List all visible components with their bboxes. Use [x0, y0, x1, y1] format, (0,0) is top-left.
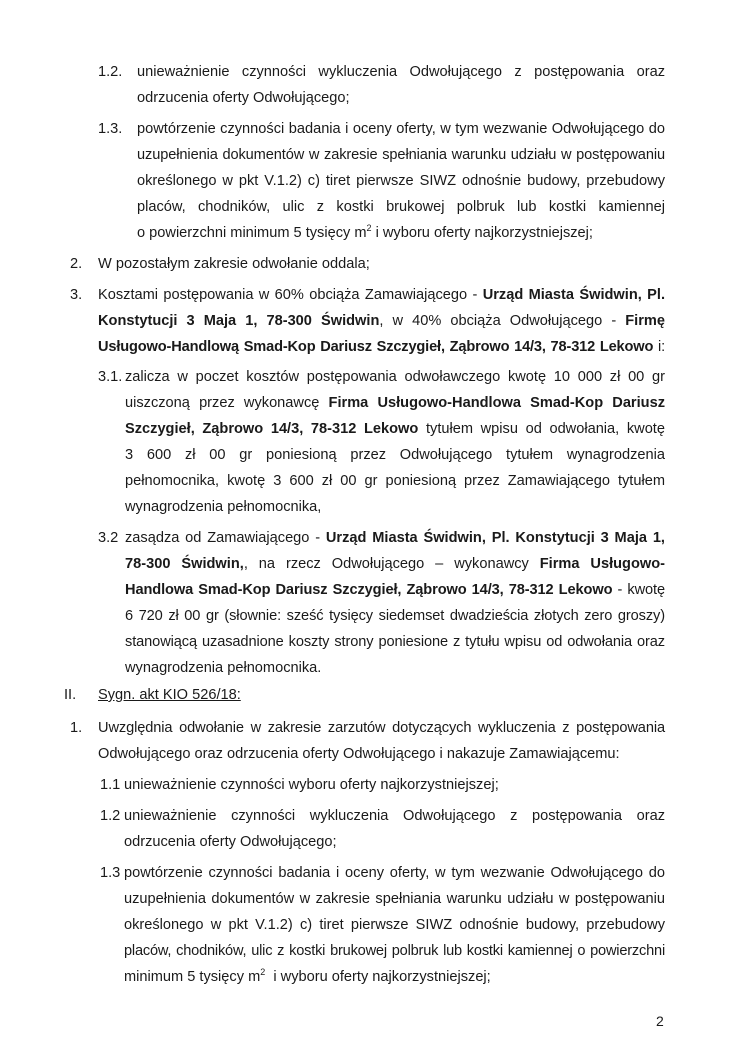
text-fragment: i:: [653, 339, 666, 355]
text-line: zalicza w poczet kosztów postępowania odwoławczego kwotę 10 000 zł 00 gr: [125, 369, 665, 385]
text-fragment: - kwotę: [612, 582, 665, 598]
point-text: [124, 772, 665, 798]
text-line: W pozostałym zakresie odwołanie oddala;: [98, 256, 370, 272]
point-number: 1.1: [100, 777, 121, 793]
text-line: [125, 577, 665, 603]
text-fragment: i wyboru oferty najkorzystniejszej;: [265, 969, 491, 985]
text-fragment: o powierzchni minimum 5 tysięcy m: [137, 225, 367, 241]
point-number: 3.2: [98, 530, 119, 546]
text-fragment: Kosztami postępowania w 60% obciąża Zamawiającego -: [98, 287, 483, 303]
page-number: 2: [656, 1013, 664, 1029]
text-line: Uwzględnia odwołanie w zakresie zarzutów dotyczących wykluczenia z postępowania: [98, 720, 665, 736]
point-number: 1.2.: [98, 64, 123, 80]
text-fragment: minimum 5 tysięcy m: [124, 969, 261, 985]
text-line: [125, 551, 665, 577]
text-line: unieważnienie czynności wykluczenia Odwołującego z postępowania oraz: [124, 808, 665, 824]
text-line: określonego w pkt V.1.2) c) tiret pierwsze SIWZ odnośnie budowy, przebudowy: [124, 917, 665, 933]
text-line: [137, 220, 665, 246]
text-line: Odwołującego oraz odrzucenia oferty Odwołującego i nakazuje Zamawiającemu:: [98, 746, 620, 762]
text-fragment: uiszczoną przez wykonawcę: [125, 395, 329, 411]
text-fragment: tytułem wpisu od odwołania, kwotę: [418, 421, 665, 437]
text-line: określonego w pkt V.1.2) c) tiret pierwsze SIWZ odnośnie budowy, przebudowy: [137, 173, 665, 189]
point-number: 1.3.: [98, 121, 123, 137]
text-line: pełnomocnika, kwotę 3 600 zł 00 gr poniesioną przez Zamawiającego tytułem: [125, 473, 665, 489]
point-text: [98, 251, 665, 277]
point-text: [124, 803, 665, 855]
point-text: [98, 715, 665, 767]
point-number: 3.1.: [98, 369, 123, 385]
text-line: placów, chodników, ulic z kostki brukowej polbruk lub kostki kamiennej o powierzchni: [124, 943, 665, 959]
text-line: [98, 282, 665, 308]
text-line: placów, chodników, ulic z kostki brukowej polbruk lub kostki kamiennej: [137, 199, 665, 215]
bold-fragment: 78-300 Świdwin,: [125, 556, 244, 572]
text-fragment: zasądza od Zamawiającego -: [125, 530, 326, 546]
point-text: [137, 116, 665, 246]
superscript: 2: [366, 223, 372, 233]
bold-fragment: Firma Usługowo-: [539, 556, 666, 572]
text-line: powtórzenie czynności badania i oceny oferty, w tym wezwanie Odwołującego do: [124, 865, 665, 881]
case-reference: Sygn. akt KIO 526/18:: [98, 687, 241, 703]
text-line: uzupełnienia dokumentów w zakresie spełniania warunku udziału w postępowaniu: [137, 147, 665, 163]
text-line: [125, 416, 665, 442]
text-line: stanowiącą uzasadnione koszty strony poniesione z tytułu wpisu od odwołania oraz: [125, 634, 665, 650]
point-number: 1.: [70, 720, 83, 736]
text-line: unieważnienie czynności wykluczenia Odwołującego z postępowania oraz: [137, 64, 665, 80]
text-line: uzupełnienia dokumentów w zakresie spełniania warunku udziału w postępowaniu: [124, 891, 665, 907]
point-number: 1.3: [100, 865, 121, 881]
bold-fragment: Usługowo-Handlową Smad-Kop Dariusz Szczygieł, Ząbrowo 14/3, 78-312 Lekowo: [98, 339, 654, 355]
point-number: 2.: [70, 256, 83, 272]
bold-fragment: Konstytucji 3 Maja 1, 78-300 Świdwin: [98, 313, 380, 329]
point-text: [125, 525, 665, 681]
text-line: [124, 964, 665, 990]
point-text: [137, 59, 665, 111]
text-line: [125, 390, 665, 416]
text-fragment: , na rzecz Odwołującego – wykonawcy: [243, 556, 540, 572]
text-line: 3 600 zł 00 gr poniesioną przez Odwołującego tytułem wynagrodzenia: [125, 447, 665, 463]
text-line: 6 720 zł 00 gr (słownie: sześć tysięcy siedemset dwadzieścia złotych zero groszy): [125, 608, 665, 624]
bold-fragment: Szczygieł, Ząbrowo 14/3, 78-312 Lekowo: [125, 421, 419, 437]
section-heading: [98, 682, 665, 708]
section-number: II.: [64, 687, 77, 703]
text-line: odrzucenia oferty Odwołującego;: [124, 834, 337, 850]
bold-fragment: Urząd Miasta Świdwin, Pl. Konstytucji 3 Maja 1,: [325, 530, 665, 546]
text-line: [98, 334, 665, 360]
text-line: wynagrodzenia pełnomocnika,: [125, 499, 322, 515]
point-number: 3.: [70, 287, 83, 303]
text-line: odrzucenia oferty Odwołującego;: [137, 90, 350, 106]
text-fragment: i wyboru oferty najkorzystniejszej;: [371, 225, 593, 241]
bold-fragment: Handlowa Smad-Kop Dariusz Szczygieł, Ząbrowo 14/3, 78-312 Lekowo: [125, 582, 613, 598]
bold-fragment: Urząd Miasta Świdwin, Pl.: [482, 287, 665, 303]
superscript: 2: [260, 967, 266, 977]
text-line: [125, 525, 665, 551]
text-line: powtórzenie czynności badania i oceny oferty, w tym wezwanie Odwołującego do: [137, 121, 665, 137]
point-text: [125, 364, 665, 520]
text-fragment: , w 40% obciąża Odwołującego -: [379, 313, 626, 329]
text-line: wynagrodzenia pełnomocnika.: [125, 660, 322, 676]
text-line: unieważnienie czynności wyboru oferty najkorzystniejszej;: [124, 777, 499, 793]
point-text: [98, 282, 665, 360]
point-text: [124, 860, 665, 990]
bold-fragment: Firma Usługowo-Handlowa Smad-Kop Dariusz: [328, 395, 665, 411]
bold-fragment: Firmę: [625, 313, 665, 329]
point-number: 1.2: [100, 808, 121, 824]
text-line: [98, 308, 665, 334]
